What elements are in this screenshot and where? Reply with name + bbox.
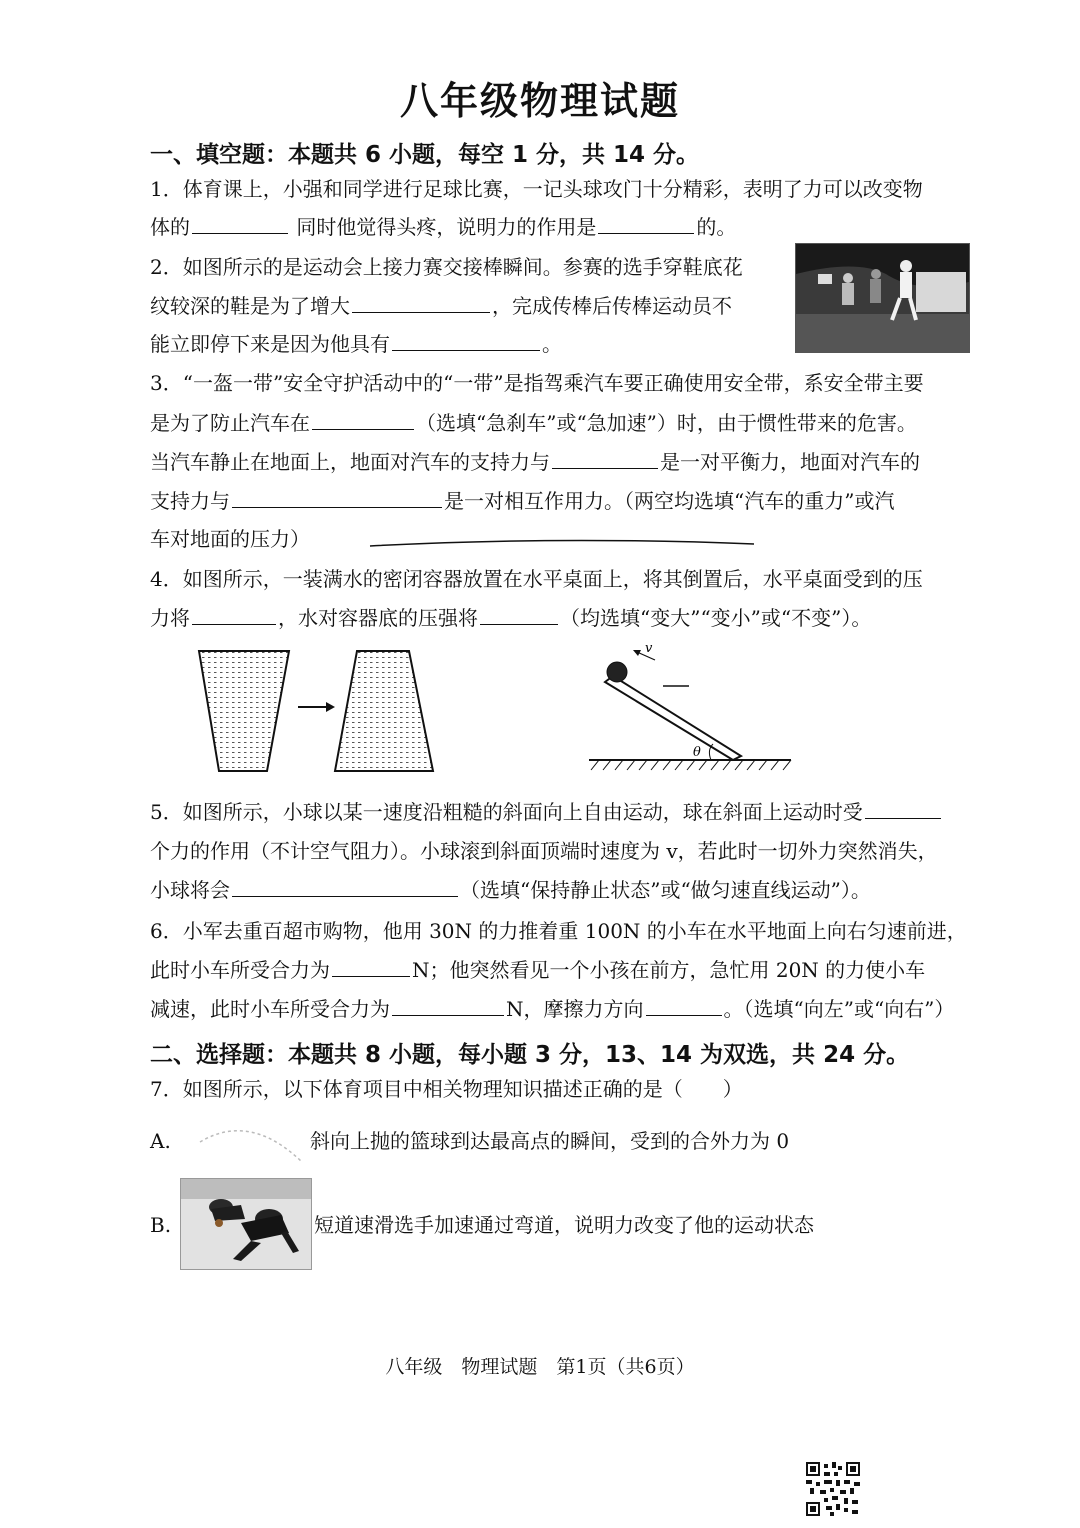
section-heading-multiple-choice: 二、选择题：本题共 8 小题，每小题 3 分，13、14 为双选，共 24 分。 bbox=[150, 1042, 910, 1068]
q7-option-b-label[interactable]: B. bbox=[150, 1213, 172, 1237]
q6-text-d: N，摩擦力方向 bbox=[506, 997, 644, 1021]
q3-line5: 车对地面的压力） bbox=[150, 527, 310, 551]
q3-line1: 3．“一盔一带”安全守护活动中的“一带”是指驾乘汽车要正确使用安全带，系安全带主要 bbox=[150, 371, 924, 395]
q4-line1: 4．如图所示，一装满水的密闭容器放置在水平桌面上，将其倒置后，水平桌面受到的压 bbox=[150, 567, 923, 591]
q4-blank-1[interactable] bbox=[192, 606, 276, 625]
q3-text-f: 是一对相互作用力。（两空均选填“汽车的重力”或汽 bbox=[444, 489, 895, 513]
q1-blank-2[interactable] bbox=[598, 215, 694, 234]
q7-option-a-text: 斜向上抛的篮球到达最高点的瞬间，受到的合外力为 0 bbox=[310, 1129, 790, 1153]
q3-text-b: （选填“急刹车”或“急加速”）时，由于惯性带来的危害。 bbox=[416, 411, 917, 435]
q1-text-a: 体的 bbox=[150, 215, 190, 239]
q3-text-a: 是为了防止汽车在 bbox=[150, 411, 310, 435]
q1-line1: 1．体育课上，小强和同学进行足球比赛，一记头球攻门十分精彩，表明了力可以改变物 bbox=[150, 177, 923, 201]
q4-text-b: ，水对容器底的压强将 bbox=[278, 606, 478, 630]
q5-text-a: 5．如图所示，小球以某一速度沿粗糙的斜面向上自由运动，球在斜面上运动时受 bbox=[150, 800, 863, 824]
q4-text-a: 力将 bbox=[150, 606, 190, 630]
q2-text-b: ，完成传棒后传棒运动员不 bbox=[492, 294, 732, 318]
arrow-head-icon bbox=[326, 702, 335, 712]
q5-line2: 个力的作用（不计空气阻力）。小球滚到斜面顶端时速度为 v，若此时一切外力突然消失， bbox=[150, 839, 938, 863]
q6-blank-1[interactable] bbox=[332, 958, 410, 977]
q3-blank-3[interactable] bbox=[232, 489, 442, 508]
q4-text-c: （均选填“变大”“变小”或“不变”）。 bbox=[560, 606, 872, 630]
container-upright bbox=[199, 651, 289, 771]
q6-line2 bbox=[150, 957, 925, 983]
q5-text-b: 小球将会 bbox=[150, 878, 230, 902]
q3-text-e: 支持力与 bbox=[150, 489, 230, 513]
q2-text-c: 能立即停下来是因为他具有 bbox=[150, 332, 390, 356]
q3-blank-2[interactable] bbox=[552, 450, 658, 469]
relay-race-photo bbox=[795, 243, 970, 353]
q2-line1: 2．如图所示的是运动会上接力赛交接棒瞬间。参赛的选手穿鞋底花 bbox=[150, 255, 743, 279]
page-title: 八年级物理试题 bbox=[399, 79, 680, 123]
container-inverted bbox=[335, 651, 433, 771]
q3-line4 bbox=[150, 488, 894, 514]
section-heading-fill-in: 一、填空题：本题共 6 小题，每空 1 分，共 14 分。 bbox=[150, 142, 700, 168]
incline-plane bbox=[605, 676, 741, 760]
speed-skating-photo bbox=[180, 1178, 312, 1270]
q1-text-c: 的。 bbox=[696, 215, 737, 239]
basketball-throw-image bbox=[190, 1112, 310, 1172]
q5-line1 bbox=[150, 799, 943, 825]
q4-blank-2[interactable] bbox=[480, 606, 558, 625]
relay-race-image bbox=[796, 244, 969, 352]
q6-line3 bbox=[150, 996, 954, 1022]
q6-text-e: 。（选填“向左”或“向右”） bbox=[723, 997, 955, 1021]
q7-option-b-text: 短道速滑选手加速通过弯道，说明力改变了他的运动状态 bbox=[314, 1213, 814, 1237]
q2-text-a: 纹较深的鞋是为了增大 bbox=[150, 294, 350, 318]
q3-line3 bbox=[150, 449, 920, 475]
ground-hatching bbox=[591, 760, 791, 770]
q3-line2 bbox=[150, 410, 917, 436]
q3-extra-underline bbox=[368, 530, 758, 550]
q3-text-d: 是一对平衡力，地面对汽车的 bbox=[660, 450, 920, 474]
q6-text-a: 此时小车所受合力为 bbox=[150, 958, 330, 982]
q5-blank-2[interactable] bbox=[232, 878, 458, 897]
q5-blank-1[interactable] bbox=[865, 800, 941, 819]
speed-skating-image bbox=[181, 1179, 311, 1269]
velocity-label: v bbox=[645, 641, 653, 656]
q1-blank-1[interactable] bbox=[192, 215, 288, 234]
q6-text-c: 减速，此时小车所受合力为 bbox=[150, 997, 390, 1021]
q6-text-b: N；他突然看见一个小孩在前方，急忙用 20N 的力使小车 bbox=[412, 958, 926, 982]
q3-blank-1[interactable] bbox=[312, 411, 414, 430]
q2-text-d: 。 bbox=[542, 332, 562, 356]
q7-stem: 7．如图所示，以下体育项目中相关物理知识描述正确的是（ ） bbox=[150, 1077, 743, 1101]
q1-text-b: 同时他觉得头疼，说明力的作用是 bbox=[296, 215, 597, 239]
q5-text-c: （选填“保持静止状态”或“做匀速直线运动”）。 bbox=[460, 878, 871, 902]
q3-text-c: 当汽车静止在地面上，地面对汽车的支持力与 bbox=[150, 450, 550, 474]
q5-line3 bbox=[150, 877, 871, 903]
q7-option-a-label[interactable]: A. bbox=[150, 1129, 171, 1153]
q2-line2 bbox=[150, 293, 732, 319]
q2-blank-2[interactable] bbox=[392, 332, 540, 351]
angle-label: θ bbox=[693, 745, 701, 760]
q4-line2 bbox=[150, 605, 871, 631]
ball bbox=[607, 662, 627, 682]
q2-line3 bbox=[150, 331, 562, 357]
q1-line2 bbox=[150, 214, 736, 240]
container-inversion-figure bbox=[195, 645, 440, 780]
q2-blank-1[interactable] bbox=[352, 294, 490, 313]
qr-code-icon bbox=[806, 1462, 860, 1516]
incline-ball-figure bbox=[585, 638, 795, 773]
q6-blank-2[interactable] bbox=[392, 997, 504, 1016]
page-footer: 八年级 物理试题 第1页（共6页） bbox=[385, 1356, 695, 1378]
q6-line1: 6．小军去重百超市购物，他用 30N 的力推着重 100N 的小车在水平地面上向右匀速前进， bbox=[150, 919, 967, 943]
q6-blank-3[interactable] bbox=[646, 997, 722, 1016]
